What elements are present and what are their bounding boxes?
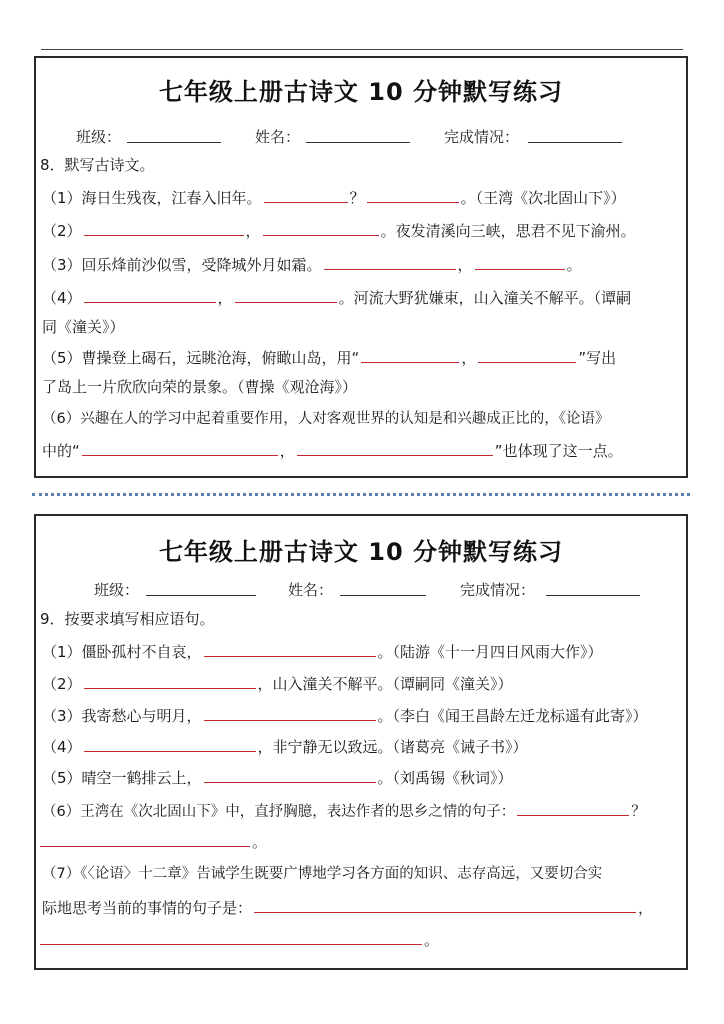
item-6-cont (40, 832, 680, 852)
answer-blank[interactable] (235, 288, 337, 303)
item-sep: ， (638, 899, 654, 917)
item-text: （4） (42, 289, 82, 307)
item-6 (42, 801, 680, 822)
answer-blank[interactable] (263, 221, 379, 236)
answer-blank[interactable] (40, 832, 250, 847)
worksheet-title: 七年级上册古诗文 10 分钟默写练习 (158, 78, 564, 106)
worksheet-8 (34, 56, 688, 478)
item-sep: ？ (349, 189, 365, 207)
item-7: （7）《〈论语〉十二章》告诫学生既要广博地学习各方面的知识、志存高远，又要切合实 (42, 866, 603, 882)
item-text: （2） (42, 222, 82, 240)
answer-blank[interactable] (84, 674, 256, 689)
item-5-cont: 了岛上一片欣欣向荣的景象。（曹操《观沧海》） (42, 378, 358, 396)
name-label: 姓名： (255, 128, 301, 146)
item-text: ，非宁静无以致远。（诸葛亮《诫子书》） (257, 738, 528, 756)
answer-blank[interactable] (82, 441, 278, 456)
answer-blank[interactable] (204, 706, 376, 721)
item-2 (42, 674, 680, 694)
item-3 (42, 706, 680, 726)
name-label: 姓名： (288, 581, 334, 599)
item-text: （4） (42, 738, 82, 756)
answer-blank[interactable] (264, 188, 348, 203)
answer-blank[interactable] (204, 642, 376, 657)
item-4 (42, 737, 680, 757)
item-text: （3）回乐烽前沙似雪，受降城外月如霜。 (42, 256, 322, 274)
item-text: 中的“ (42, 442, 80, 460)
answer-blank[interactable] (367, 188, 459, 203)
item-sep: ， (457, 256, 473, 274)
class-label: 班级： (76, 128, 122, 146)
item-text: 。 (252, 833, 268, 851)
item-text: （5）曹操登上碣石，远眺沧海，俯瞰山岛，用“ (42, 349, 360, 367)
question-heading: 9．按要求填写相应语句。 (40, 610, 215, 628)
answer-blank[interactable] (84, 288, 216, 303)
item-sep: ？ (631, 804, 646, 820)
item-sep: ， (217, 289, 233, 307)
item-text: （3）我寄愁心与明月， (42, 707, 202, 725)
answer-blank[interactable] (40, 930, 422, 945)
status-field[interactable] (546, 579, 640, 596)
worksheet-9 (34, 514, 688, 970)
item-4 (42, 288, 680, 308)
question-heading: 8．默写古诗文。 (40, 156, 155, 174)
answer-blank[interactable] (475, 255, 565, 270)
header-rule (41, 49, 683, 50)
item-text: （6）王湾在《次北固山下》中，直抒胸臆，表达作者的思乡之情的句子： (42, 804, 516, 820)
status-label: 完成情况： (460, 581, 536, 599)
answer-blank[interactable] (478, 348, 576, 363)
status-label: 完成情况： (444, 128, 520, 146)
item-text: ”写出 (578, 349, 617, 367)
item-3 (42, 255, 680, 275)
item-text: 。 (424, 931, 440, 949)
item-5 (42, 348, 680, 368)
item-6: （6）兴趣在人的学习中起着重要作用，人对客观世界的认知是和兴趣成正比的，《论语》 (42, 411, 610, 427)
item-1 (42, 188, 680, 208)
item-4-cont: 同《潼关》） (42, 318, 125, 336)
answer-blank[interactable] (324, 255, 456, 270)
answer-blank[interactable] (84, 221, 244, 236)
item-text: 。河流大野犹嫌束，山入潼关不解平。（谭嗣 (338, 289, 632, 307)
item-text: ，山入潼关不解平。（谭嗣同《潼关》） (257, 675, 513, 693)
item-text: 。（刘禹锡《秋词》） (377, 769, 513, 787)
answer-blank[interactable] (297, 441, 493, 456)
answer-blank[interactable] (204, 768, 376, 783)
item-text: ”也体现了这一点。 (494, 442, 623, 460)
class-label: 班级： (94, 581, 140, 599)
item-text: 。（李白《闻王昌龄左迁龙标遥有此寄》） (377, 707, 648, 725)
item-text: 。夜发清溪向三峡，思君不见下渝州。 (380, 222, 636, 240)
answer-blank[interactable] (254, 898, 636, 913)
item-text: （1）僵卧孤村不自哀， (42, 643, 202, 661)
item-text: 际地思考当前的事情的句子是： (42, 899, 253, 917)
item-6-cont (42, 441, 680, 461)
item-text: （1）海日生残夜，江春入旧年。 (42, 189, 262, 207)
answer-blank[interactable] (361, 348, 459, 363)
status-field[interactable] (528, 126, 622, 143)
class-field[interactable] (146, 579, 256, 596)
item-text: （5）晴空一鹤排云上， (42, 769, 202, 787)
answer-blank[interactable] (84, 737, 256, 752)
worksheet-title: 七年级上册古诗文 10 分钟默写练习 (158, 538, 564, 566)
item-7-cont (42, 898, 680, 918)
item-text: 。 (566, 256, 582, 274)
answer-blank[interactable] (517, 801, 629, 816)
item-5 (42, 768, 680, 788)
item-sep: ， (279, 442, 295, 460)
class-field[interactable] (127, 126, 221, 143)
item-1 (42, 642, 680, 662)
item-text: 。（王湾《次北固山下》） (460, 189, 626, 207)
item-sep: ， (461, 349, 477, 367)
name-field[interactable] (340, 579, 426, 596)
dotted-separator (32, 493, 690, 496)
item-2 (42, 221, 680, 241)
item-text: （2） (42, 675, 82, 693)
item-text: 。（陆游《十一月四日风雨大作》） (377, 643, 603, 661)
item-7-cont2 (40, 930, 680, 950)
name-field[interactable] (306, 126, 410, 143)
item-sep: ， (245, 222, 261, 240)
